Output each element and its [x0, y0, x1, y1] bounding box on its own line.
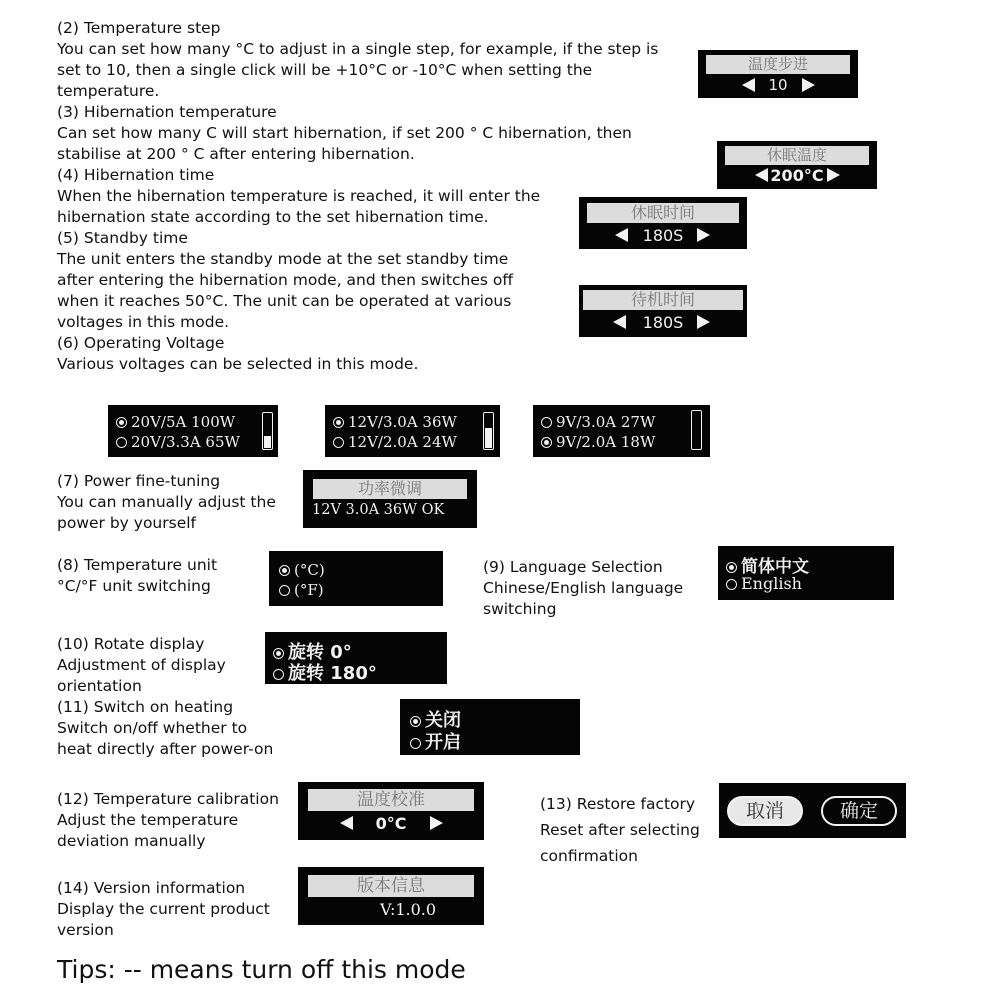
power-readout: 12V 3.0A 36W OK [312, 502, 445, 518]
screen-temperature-step [698, 50, 858, 98]
heading: (4) Hibernation time [57, 166, 215, 184]
rotate-option-180[interactable]: 旋转 180° [273, 659, 377, 684]
radio-icon [116, 437, 127, 448]
screen-title: 待机时间 [583, 290, 743, 310]
radio-icon [541, 417, 552, 428]
section-restore-factory: (13) Restore factory Reset after selecting confirmation [540, 791, 700, 869]
heating-option-off[interactable]: 关闭 [410, 706, 461, 732]
heading: (2) Temperature step [57, 19, 221, 37]
screen-title: 休眠时间 [587, 203, 739, 223]
screen-language-selection [718, 546, 894, 600]
radio-icon [116, 417, 127, 428]
section-temperature-calibration: (12) Temperature calibration Adjust the temperature deviation manually [57, 790, 279, 850]
screen-temperature-calibration [298, 782, 484, 840]
screen-rotate-display [265, 632, 447, 684]
section-hibernation-temperature: (3) Hibernation temperature Can set how many C will start hibernation, if set 200 ° C hibernation, then stabilise at 200 ° C after entering hibernation. [57, 103, 632, 163]
screen-hibernation-temperature [717, 141, 877, 189]
battery-fill [264, 436, 271, 448]
screen-value: 0°C [375, 814, 407, 833]
radio-icon [279, 565, 290, 576]
radio-icon [273, 669, 284, 680]
heading: (14) Version information [57, 879, 246, 897]
radio-icon [273, 648, 284, 659]
screen-voltage-20v [108, 405, 278, 457]
voltage-option-2[interactable]: 20V/3.3A 65W [116, 433, 240, 451]
increase-arrow-icon[interactable] [697, 315, 710, 329]
screen-value: 10 [768, 76, 788, 94]
screen-switch-on-heating [400, 699, 580, 755]
language-option-english[interactable]: English [726, 574, 802, 593]
screen-hibernation-time [579, 197, 747, 249]
language-option-chinese[interactable]: 简体中文 [726, 552, 809, 577]
heading: (7) Power fine-tuning [57, 472, 221, 490]
screen-standby-time [579, 285, 747, 337]
unit-option-fahrenheit[interactable]: (°F) [279, 581, 324, 599]
screen-title: 休眠温度 [725, 146, 869, 165]
radio-icon [541, 437, 552, 448]
screen-voltage-12v [325, 405, 500, 457]
heading: (6) Operating Voltage [57, 334, 225, 352]
screen-version-information [298, 867, 484, 925]
heading: (13) Restore factory [540, 795, 696, 813]
rotate-option-0[interactable]: 旋转 0° [273, 638, 352, 664]
heading: (8) Temperature unit [57, 556, 218, 574]
radio-icon [726, 562, 737, 573]
section-hibernation-time: (4) Hibernation time When the hibernation temperature is reached, it will enter the hibernation state according to the set hibernation time. [57, 166, 541, 226]
confirm-button[interactable]: 确定 [821, 796, 897, 826]
increase-arrow-icon[interactable] [827, 168, 840, 182]
screen-value: 200°C [770, 166, 824, 185]
radio-icon [333, 437, 344, 448]
screen-value: 180S [642, 313, 684, 332]
radio-icon [279, 585, 290, 596]
voltage-option-1[interactable]: 12V/3.0A 36W [333, 413, 457, 431]
screen-value: 180S [642, 226, 684, 245]
section-temperature-unit: (8) Temperature unit °C/°F unit switching [57, 556, 218, 595]
tips-note: Tips: -- means turn off this mode [57, 955, 466, 984]
voltage-option-1[interactable]: 9V/3.0A 27W [541, 413, 655, 431]
screen-title: 版本信息 [308, 875, 474, 897]
heading: (12) Temperature calibration [57, 790, 279, 808]
battery-icon [262, 412, 273, 450]
screen-title: 功率微调 [313, 479, 467, 499]
radio-icon [410, 738, 421, 749]
screen-title: 温度步进 [706, 55, 850, 74]
section-rotate-display: (10) Rotate display Adjustment of display orientation [57, 635, 226, 695]
voltage-option-1[interactable]: 20V/5A 100W [116, 413, 235, 431]
section-version-information: (14) Version information Display the current product version [57, 879, 270, 939]
voltage-option-2[interactable]: 9V/2.0A 18W [541, 433, 655, 451]
battery-icon [483, 412, 494, 450]
unit-option-celsius[interactable]: (°C) [279, 561, 325, 579]
radio-icon [333, 417, 344, 428]
increase-arrow-icon[interactable] [697, 228, 710, 242]
radio-icon [410, 716, 421, 727]
cancel-button[interactable]: 取消 [727, 796, 803, 826]
battery-fill [485, 428, 492, 448]
heading: (5) Standby time [57, 229, 188, 247]
section-power-fine-tuning: (7) Power fine-tuning You can manually adjust the power by yourself [57, 472, 276, 532]
screen-restore-factory [719, 783, 906, 838]
section-temperature-step: (2) Temperature step You can set how many °C to adjust in a single step, for example, if the step is set to 10, then a single click will be +10°C or -10°C when setting the temperature. [57, 19, 659, 100]
heading: (3) Hibernation temperature [57, 103, 277, 121]
screen-voltage-9v [533, 405, 710, 457]
radio-icon [726, 579, 737, 590]
screen-title: 温度校准 [308, 789, 474, 811]
screen-temperature-unit [269, 551, 443, 606]
version-value: V:1.0.0 [380, 900, 437, 919]
section-switch-on-heating: (11) Switch on heating Switch on/off whether to heat directly after power-on [57, 698, 274, 758]
section-standby-time: (5) Standby time The unit enters the standby mode at the set standby time after entering the hibernation mode, and then switches off when it reaches 50°C. The unit can be operated at various voltages in this mode. [57, 229, 514, 331]
section-operating-voltage: (6) Operating Voltage Various voltages can be selected in this mode. [57, 334, 419, 373]
heading: (10) Rotate display [57, 635, 205, 653]
section-language-selection: (9) Language Selection Chinese/English language switching [483, 558, 684, 618]
increase-arrow-icon[interactable] [430, 816, 443, 830]
heating-option-on[interactable]: 开启 [410, 728, 461, 754]
voltage-option-2[interactable]: 12V/2.0A 24W [333, 433, 457, 451]
increase-arrow-icon[interactable] [802, 78, 815, 92]
battery-icon [691, 410, 702, 450]
heading: (9) Language Selection [483, 558, 663, 576]
heading: (11) Switch on heating [57, 698, 234, 716]
screen-power-fine-tuning [303, 470, 477, 528]
